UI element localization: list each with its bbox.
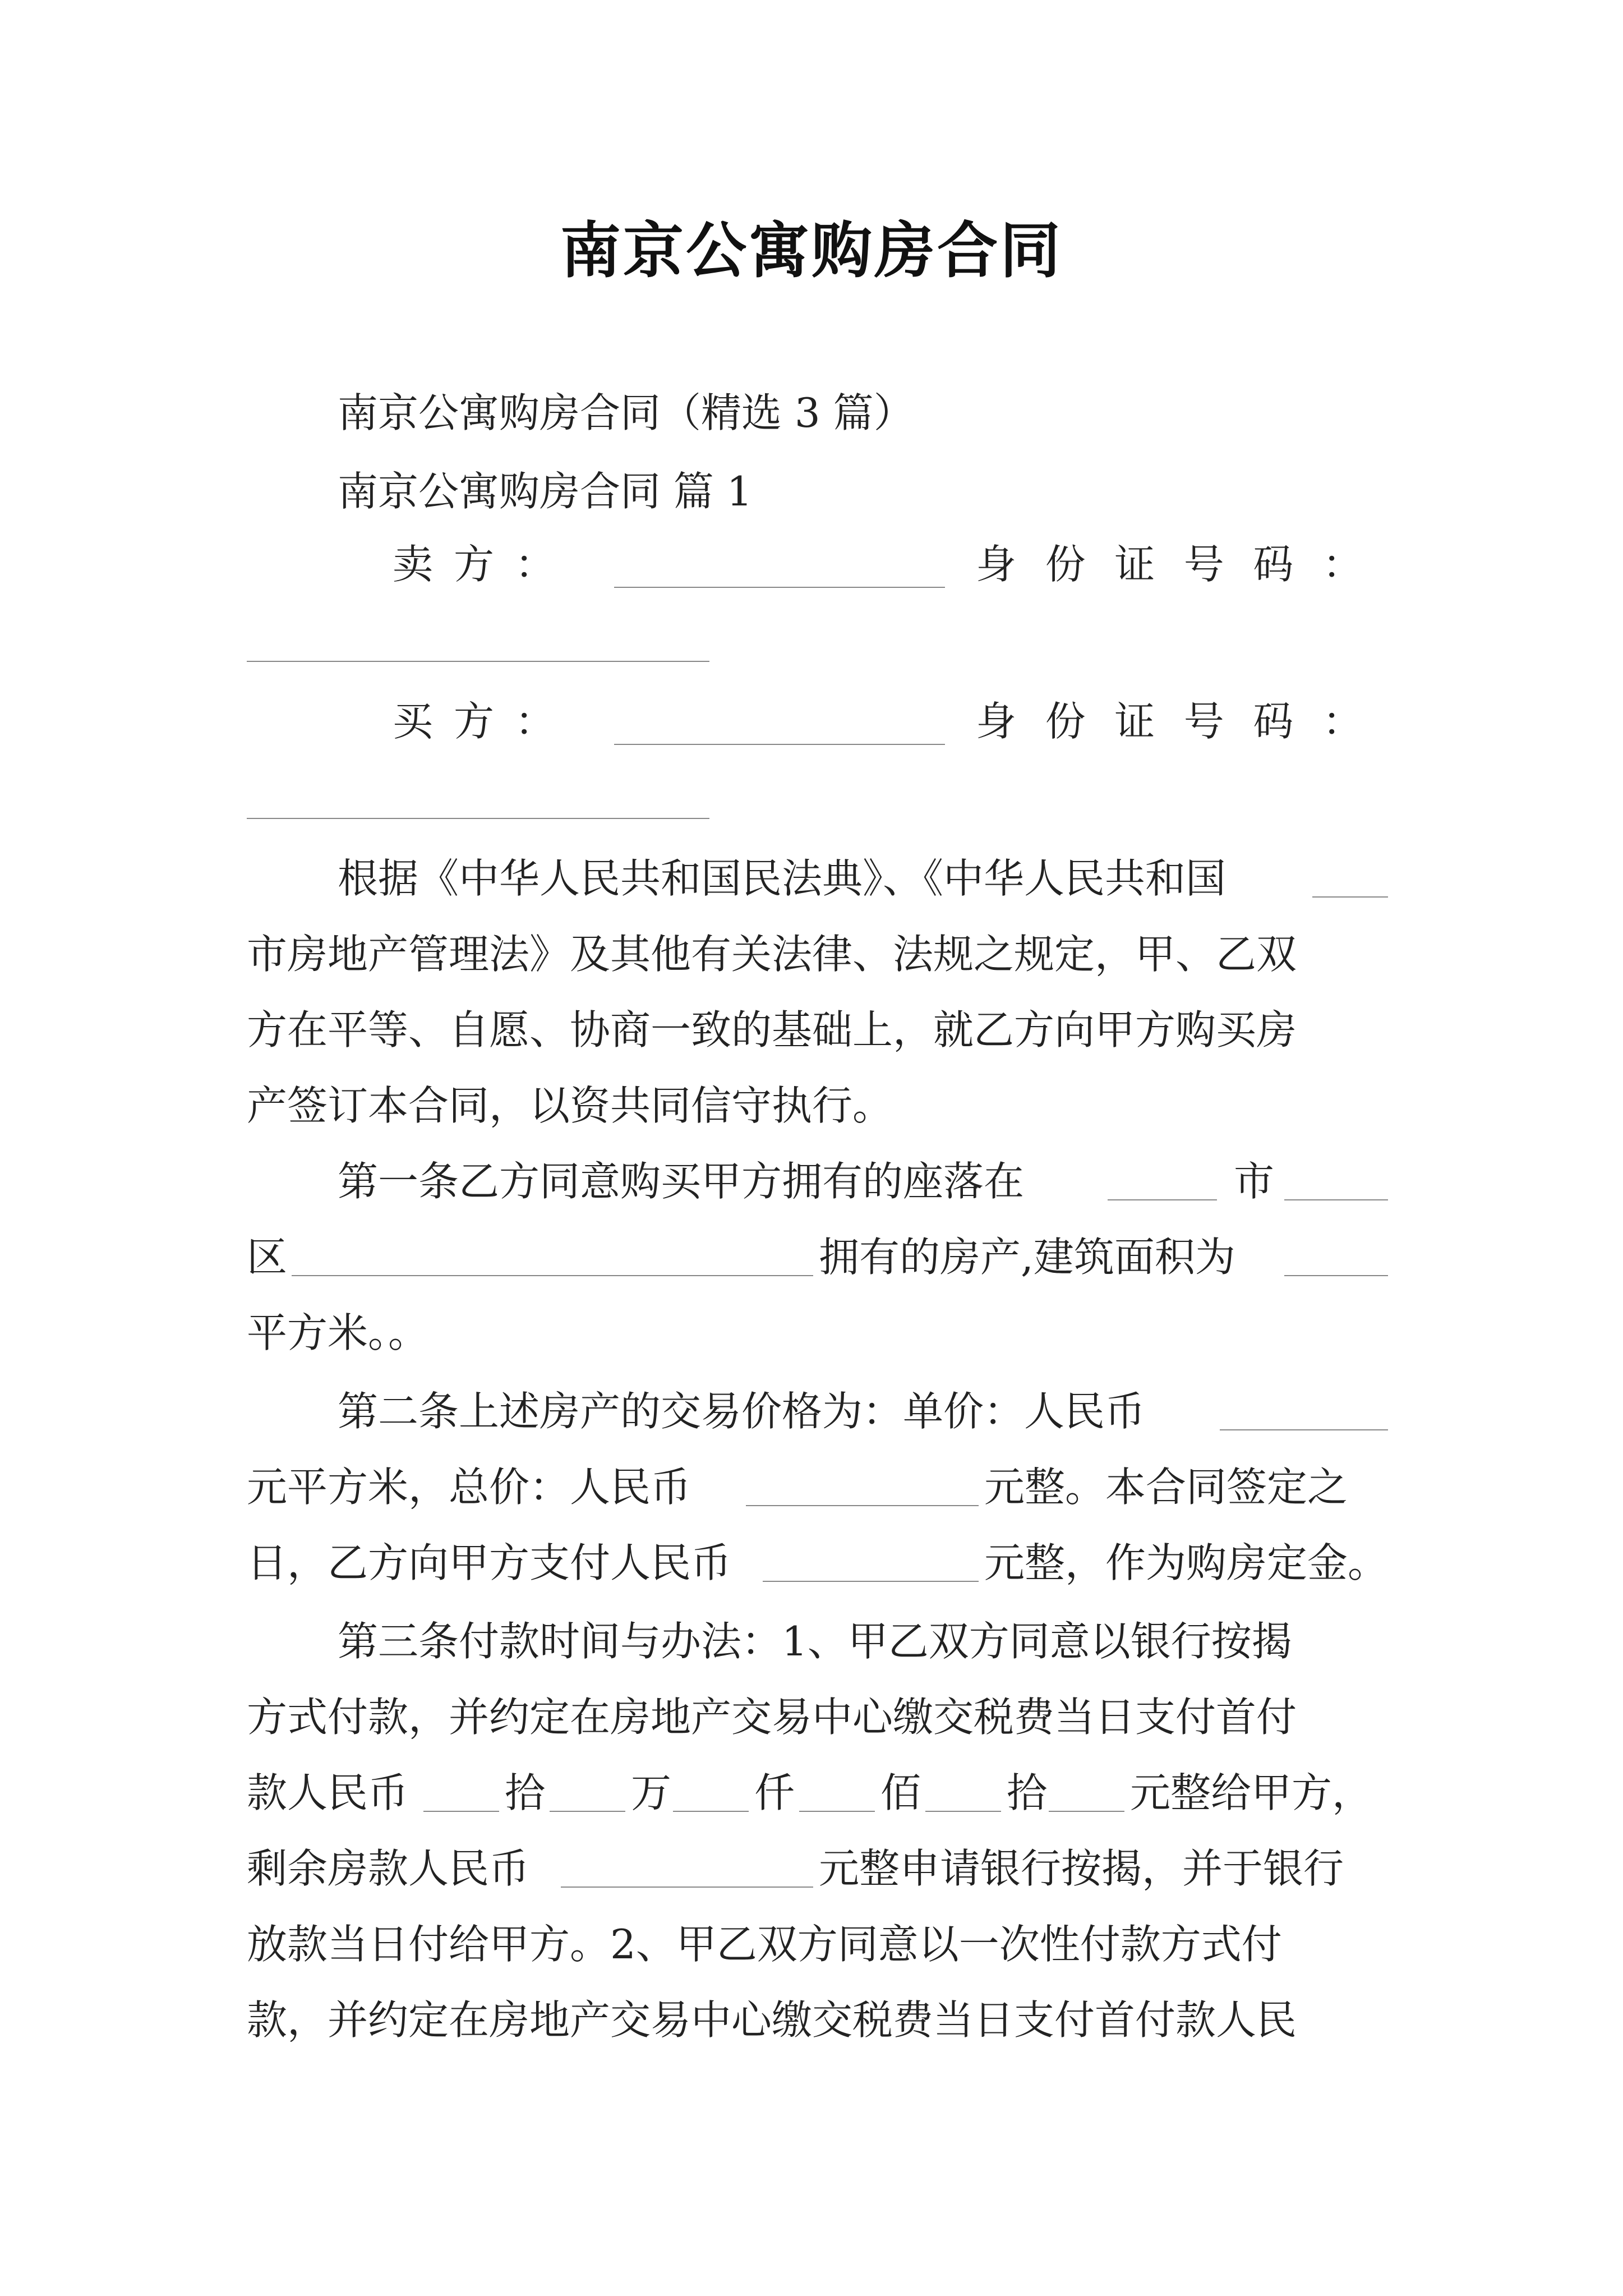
amount-blank-6[interactable] [1049, 1811, 1124, 1812]
unit-price-blank[interactable] [1220, 1429, 1388, 1430]
seller-id-label: 身 份 证 号 码 ： [976, 541, 1363, 588]
buyer-label: 买 方 ： [393, 698, 555, 745]
amount-blank-4[interactable] [799, 1811, 875, 1812]
seller-label: 卖 方 ： [393, 541, 555, 588]
seller-id-blank[interactable] [247, 661, 709, 662]
seller-name-blank[interactable] [614, 587, 945, 588]
deposit-blank[interactable] [763, 1581, 979, 1582]
section-heading: 南京公寓购房合同 篇 1 [338, 468, 753, 515]
document-title: 南京公寓购房合同 [560, 216, 1063, 286]
amount-blank-2[interactable] [550, 1811, 625, 1812]
buyer-id-label: 身 份 证 号 码 ： [976, 698, 1363, 745]
buyer-name-blank[interactable] [614, 744, 945, 745]
district-prefix-blank[interactable] [1284, 1199, 1388, 1200]
subtitle: 南京公寓购房合同（精选 3 篇） [338, 389, 914, 436]
amount-blank-3[interactable] [673, 1811, 749, 1812]
area-blank[interactable] [1284, 1275, 1388, 1276]
contract-page: 南京公寓购房合同 南京公寓购房合同（精选 3 篇） 南京公寓购房合同 篇 1 卖 方 ： 身 份 证 号 码 ： 买 方 ： 身 份 证 号 码 ： 根据《中华人民共和国民法典》、《中华人民共和国 市房地产管理法》及其他有关法律、法规之规定，甲、乙双 方在平等、自愿、协商一致的基础上，就乙方向甲方购买房 产签订本合同，以资共同信守执行。 第一条乙方同意购买甲方拥有的座落在 市 区 拥有的房产,建筑面积为 平方米。。 第二条上述房产的交易价格为：单价：人民币 元平方米，总价：人民币 元整。本合同签定之 日，乙方向甲方支付人民币 元整，作为购房定金。 第三条付款时间与办法：1、甲乙双方同意以银行按揭 方式付款，并约定在房地产交易中心缴交税费当日支付首付 款人民币 拾 万 仟 佰 拾 元整给甲方， 剩余房款人民币 元整申请银行按揭，并于银行 放款当日付给甲方。2、甲乙双方同意以一次性付款方式付 款，并约定在房地产交易中心缴交税费当日支付首付款人民 [0, 0, 1623, 2296]
address-blank[interactable] [292, 1275, 813, 1276]
city-blank[interactable] [1312, 896, 1388, 898]
total-price-blank[interactable] [746, 1505, 979, 1506]
amount-blank-1[interactable] [423, 1811, 499, 1812]
amount-blank-5[interactable] [925, 1811, 1001, 1812]
city-blank-2[interactable] [1108, 1199, 1217, 1200]
buyer-id-blank[interactable] [247, 818, 709, 819]
remaining-amount-blank[interactable] [561, 1887, 813, 1888]
